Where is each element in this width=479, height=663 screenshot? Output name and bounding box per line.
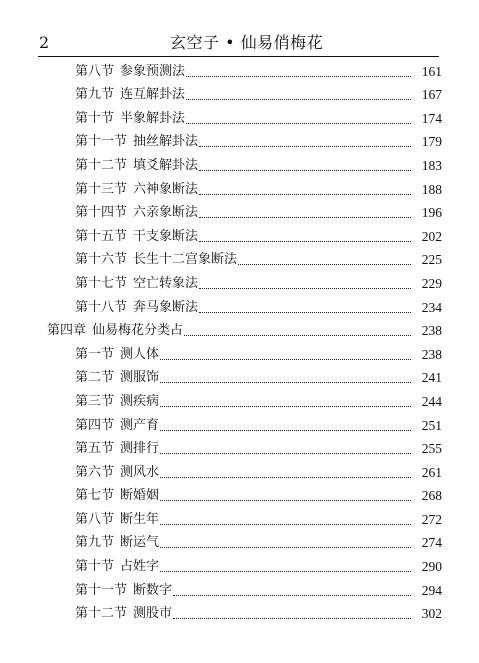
toc-section-entry xyxy=(0,295,479,319)
toc-section-entry xyxy=(0,153,479,177)
toc-entry-number: 第十四节 xyxy=(75,205,128,221)
toc-entry-number: 第二节 xyxy=(75,370,115,386)
toc-entry-number: 第九节 xyxy=(75,87,115,103)
toc-entry-title: 断生年 xyxy=(120,511,160,527)
toc-entry-page: 229 xyxy=(421,275,442,291)
dot-leader xyxy=(184,335,411,336)
dot-leader xyxy=(160,406,411,407)
toc-entry-title: 断婚姻 xyxy=(120,488,160,504)
toc-section-entry xyxy=(0,271,479,295)
toc-entry-number: 第八节 xyxy=(75,63,115,79)
toc-entry-number: 第十三节 xyxy=(75,181,128,197)
toc-entry-page: 268 xyxy=(421,488,442,504)
toc-entry-page: 272 xyxy=(421,511,442,527)
toc-entry-page: 161 xyxy=(421,63,442,79)
toc-section-entry xyxy=(0,437,479,461)
toc-entry-number: 第十一节 xyxy=(75,134,128,150)
toc-section-entry xyxy=(0,106,479,130)
toc-section-entry xyxy=(0,366,479,390)
dot-leader xyxy=(160,359,411,360)
toc-entry-page: 225 xyxy=(421,252,442,268)
dot-leader xyxy=(186,99,411,100)
dot-leader xyxy=(160,477,411,478)
toc-entry-title: 抽丝解卦法 xyxy=(133,134,199,150)
toc-entry-label xyxy=(75,134,198,150)
toc-entry-number: 第十节 xyxy=(75,110,115,126)
toc-entry-label xyxy=(75,182,198,198)
toc-entry-title: 测产育 xyxy=(120,417,160,433)
dot-leader xyxy=(199,170,411,171)
toc-entry-label xyxy=(75,229,198,245)
dot-leader xyxy=(238,264,411,265)
toc-entry-title: 测人体 xyxy=(120,346,160,362)
toc-entry-page: 234 xyxy=(421,299,442,315)
toc-entry-number: 第十七节 xyxy=(75,275,128,291)
toc-entry-page: 294 xyxy=(421,582,442,598)
toc-entry-page: 244 xyxy=(421,393,442,409)
toc-entry-title: 断数字 xyxy=(133,582,173,598)
toc-entry-label xyxy=(75,394,159,410)
toc-section-entry xyxy=(0,554,479,578)
toc-entry-number: 第十二节 xyxy=(75,606,128,622)
dot-leader xyxy=(160,382,411,383)
toc-entry-page: 251 xyxy=(421,417,442,433)
toc-entry-page: 183 xyxy=(421,157,442,173)
page-number: 2 xyxy=(39,33,50,52)
toc-entry-title: 六亲象断法 xyxy=(133,205,199,221)
dot-leader xyxy=(160,500,411,501)
toc-entry-page: 196 xyxy=(421,205,442,221)
toc-entry-number: 第十二节 xyxy=(75,157,128,173)
toc-entry-title: 占姓字 xyxy=(120,559,160,575)
toc-entry-label xyxy=(75,535,159,551)
toc-entry-title: 连互解卦法 xyxy=(120,87,186,103)
toc-entry-label xyxy=(75,441,159,457)
toc-entry-title: 测服饰 xyxy=(120,370,160,386)
toc-entry-label xyxy=(75,300,198,316)
toc-section-entry xyxy=(0,248,479,272)
toc-section-entry xyxy=(0,342,479,366)
toc-section-entry xyxy=(0,389,479,413)
toc-entry-title: 干支象断法 xyxy=(133,228,199,244)
dot-leader xyxy=(160,571,411,572)
toc-entry-label xyxy=(75,488,159,504)
toc-entry-number: 第十六节 xyxy=(75,252,128,268)
dot-leader xyxy=(160,430,411,431)
toc-entry-label xyxy=(75,347,159,363)
toc-entry-page: 179 xyxy=(421,134,442,150)
toc-section-entry xyxy=(0,201,479,225)
dot-leader xyxy=(199,288,411,289)
toc-entry-title: 填爻解卦法 xyxy=(133,157,199,173)
dot-leader xyxy=(160,547,411,548)
toc-section-entry xyxy=(0,507,479,531)
toc-entry-page: 188 xyxy=(421,181,442,197)
toc-entry-number: 第十五节 xyxy=(75,228,128,244)
toc-entry-label xyxy=(75,252,237,268)
toc-section-entry xyxy=(0,130,479,154)
dot-leader xyxy=(199,312,411,313)
dot-leader xyxy=(173,618,411,619)
toc-entry-label xyxy=(75,64,185,80)
toc-entry-title: 测疾病 xyxy=(120,393,160,409)
toc-entry-label xyxy=(75,370,159,386)
toc-entry-number: 第七节 xyxy=(75,488,115,504)
toc-section-entry xyxy=(0,413,479,437)
toc-entry-page: 167 xyxy=(421,87,442,103)
toc-entry-number: 第六节 xyxy=(75,464,115,480)
toc-entry-title: 参象预测法 xyxy=(120,63,186,79)
toc-entry-title: 测排行 xyxy=(120,441,160,457)
dot-leader xyxy=(199,217,411,218)
toc-entry-label xyxy=(75,583,172,599)
toc-entry-number: 第三节 xyxy=(75,393,115,409)
toc-entry-number: 第八节 xyxy=(75,511,115,527)
toc-entry-page: 261 xyxy=(421,464,442,480)
table-of-contents xyxy=(0,59,479,625)
toc-section-entry xyxy=(0,59,479,83)
toc-entry-label xyxy=(75,559,159,575)
toc-entry-number: 第十八节 xyxy=(75,299,128,315)
toc-entry-title: 测风水 xyxy=(120,464,160,480)
toc-entry-number: 第五节 xyxy=(75,441,115,457)
toc-section-entry xyxy=(0,83,479,107)
toc-section-entry xyxy=(0,460,479,484)
toc-entry-title: 空亡转象法 xyxy=(133,275,199,291)
toc-entry-label xyxy=(75,158,198,174)
toc-entry-number: 第九节 xyxy=(75,535,115,551)
toc-entry-label xyxy=(75,606,172,622)
dot-leader xyxy=(186,123,411,124)
dot-leader xyxy=(199,146,411,147)
toc-entry-page: 238 xyxy=(421,346,442,362)
dot-leader xyxy=(160,453,411,454)
dot-leader xyxy=(186,76,411,77)
toc-section-entry xyxy=(0,531,479,555)
toc-entry-title: 长生十二宫象断法 xyxy=(133,252,238,268)
toc-entry-label xyxy=(75,276,198,292)
toc-section-entry xyxy=(0,602,479,626)
toc-entry-number: 第四节 xyxy=(75,417,115,433)
toc-entry-title: 仙易梅花分类占 xyxy=(92,323,184,339)
toc-section-entry xyxy=(0,224,479,248)
dot-leader xyxy=(173,595,411,596)
toc-entry-title: 半象解卦法 xyxy=(120,110,186,126)
toc-entry-page: 302 xyxy=(421,606,442,622)
toc-entry-number: 第十节 xyxy=(75,559,115,575)
toc-section-entry xyxy=(0,578,479,602)
toc-entry-page: 255 xyxy=(421,441,442,457)
dot-leader xyxy=(199,241,411,242)
toc-entry-page: 238 xyxy=(421,323,442,339)
toc-entry-title: 奔马象断法 xyxy=(133,299,199,315)
toc-entry-page: 290 xyxy=(421,559,442,575)
toc-entry-label xyxy=(75,418,159,434)
toc-entry-label xyxy=(75,205,198,221)
toc-entry-page: 274 xyxy=(421,535,442,551)
toc-chapter-entry xyxy=(0,319,479,343)
dot-leader xyxy=(199,194,411,195)
toc-entry-title: 测股市 xyxy=(133,606,173,622)
toc-entry-page: 202 xyxy=(421,228,442,244)
toc-section-entry xyxy=(0,484,479,508)
toc-entry-page: 241 xyxy=(421,370,442,386)
toc-entry-label xyxy=(75,87,185,103)
toc-entry-page: 174 xyxy=(421,110,442,126)
running-title: 玄空子 • 仙易俏梅花 xyxy=(170,33,324,52)
toc-entry-label xyxy=(75,465,159,481)
toc-entry-label xyxy=(75,111,185,127)
toc-entry-number: 第一节 xyxy=(75,346,115,362)
header-rule xyxy=(38,56,439,57)
toc-section-entry xyxy=(0,177,479,201)
toc-entry-label xyxy=(75,512,159,528)
toc-entry-label xyxy=(47,323,183,339)
toc-entry-title: 断运气 xyxy=(120,535,160,551)
toc-entry-number: 第四章 xyxy=(47,323,87,339)
toc-entry-title: 六神象断法 xyxy=(133,181,199,197)
toc-entry-number: 第十一节 xyxy=(75,582,128,598)
dot-leader xyxy=(160,524,411,525)
